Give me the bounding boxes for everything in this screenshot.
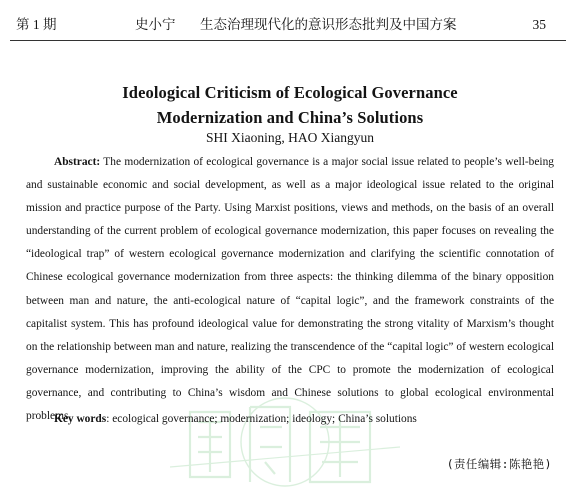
abstract-colon: : (96, 156, 101, 168)
abstract-label: Abstract (54, 156, 97, 168)
header-article-title: 生态治理现代化的意识形态批判及中国方案 (200, 17, 457, 32)
abstract-paragraph (26, 151, 554, 428)
keywords-line (54, 408, 417, 430)
keywords-text: ecological governance; modernization; ideology; China’s solutions (109, 413, 417, 425)
header-author: 史小宁 (135, 17, 176, 32)
keywords-label: Key words (54, 413, 107, 425)
article-title (0, 80, 580, 130)
header-divider (10, 40, 566, 41)
page-number: 35 (532, 17, 546, 32)
abstract-text: The modernization of ecological governance is a major social issue related to people’s well-being and sustainable economic and social development, as well as a major ideological issue related to the original mission and practice purpose of the Party. Using Marxist positions, views and methods, on the basis of an overall understanding of the current problem of ecological governance modernization, this paper focuses on revealing the “ideological trap” of western ecological governance modernization and clarifying the scientific connotation of Chinese ecological governance modernization from three aspects: the thinking dilemma of the binary opposition between man and nature, the anti-ecological nature of “capital logic”, and the framework constraints of the capitalist system. This has profound ideological value for demonstrating the strong vitality of Marxism’s thought on the relationship between man and nature, realizing the transcendence of the “capital logic” of western ecological governance modernization, improving the ability of the CPC to promote the modernization of ecological governance, and contributing to China’s wisdom and Chinese solutions to global ecological environmental problems. (26, 156, 554, 423)
title-line-1: Ideological Criticism of Ecological Governance (122, 83, 458, 102)
responsible-editor-note: (责任编辑:陈艳艳) (446, 457, 552, 471)
running-header (10, 14, 550, 36)
keywords-colon: : (106, 413, 110, 425)
title-line-2: Modernization and China’s Solutions (156, 108, 424, 127)
article-authors: SHI Xiaoning, HAO Xiangyun (206, 130, 374, 145)
issue-number: 第 1 期 (16, 17, 57, 32)
